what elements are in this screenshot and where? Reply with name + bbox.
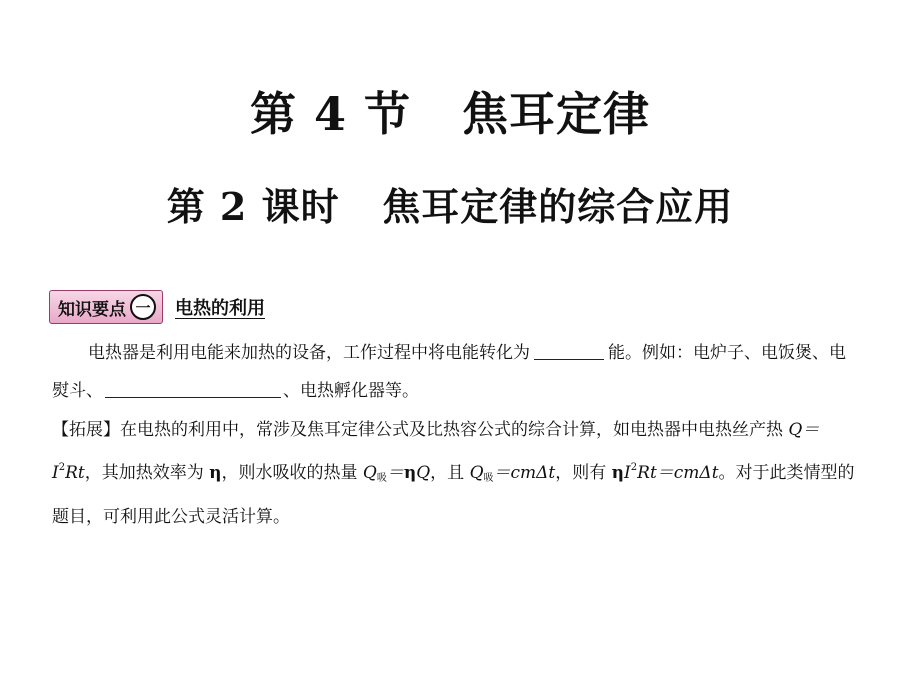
p2-text-1: 在电热的利用中，常涉及焦耳定律公式及比热容公式的综合计算，如电热器中电热丝产热 [120, 420, 789, 440]
badge-label: 知识要点 [58, 299, 126, 320]
section-title: 第 4 节 焦耳定律 [249, 87, 651, 141]
formula-absorbed-heat: $Q_吸=\eta Q$ [362, 463, 431, 484]
knowledge-point-heading: 电热的利用 [175, 298, 265, 319]
extension-label: 【拓展】 [52, 420, 120, 440]
formula-joule: $Q=I^2Rt$ [52, 420, 820, 483]
formula-combined: $\eta I^2Rt=cm\Delta t$ [611, 462, 719, 483]
fill-blank-example[interactable] [105, 379, 281, 398]
p1-text-c: 、电热孵化器等。 [283, 381, 419, 401]
formula-specific-heat: $Q_吸=cm\Delta t$ [469, 463, 556, 484]
p1-text-b: 能。例如：电炉子、电饭煲、电熨斗、 [52, 343, 846, 401]
fill-blank-energy[interactable] [534, 341, 604, 360]
p2-text-4: ，且 [430, 463, 470, 483]
badge-number: 一 [130, 294, 156, 320]
p2-text-5: ，则有 [555, 463, 612, 483]
paragraph-extension [52, 411, 862, 536]
efficiency-symbol: η [209, 463, 222, 483]
p2-text-3: ，则水吸收的热量 [221, 463, 363, 483]
p2-text-6: 。对于此类情型的题目，可利用此公式灵活计算。 [52, 463, 855, 527]
p2-text-2: ，其加热效率为 [84, 463, 210, 483]
lesson-subtitle: 第 2 课时 焦耳定律的综合应用 [166, 184, 734, 229]
p1-text-a: 电热器是利用电能来加热的设备，工作过程中将电能转化为 [88, 343, 530, 363]
knowledge-point-badge [49, 290, 163, 324]
paragraph-electric-heat [52, 334, 862, 410]
knowledge-point-header [49, 290, 265, 324]
